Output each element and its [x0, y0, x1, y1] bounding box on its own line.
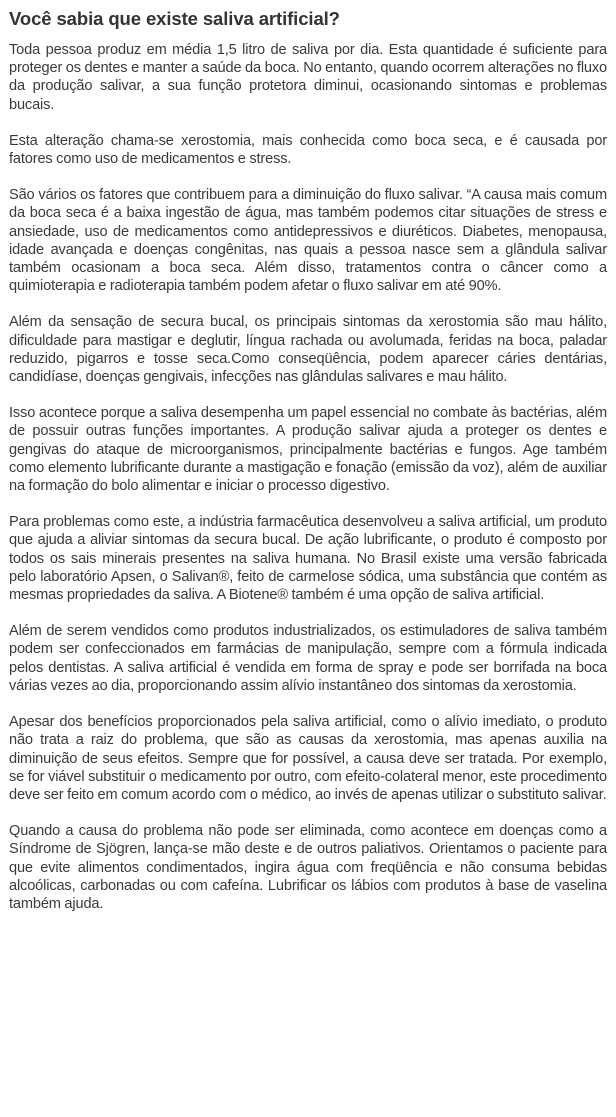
paragraph-palliatives: Quando a causa do problema não pode ser eliminada, como acontece em doenças como a Síndrome de Sjögren, lança-se mão deste e de outros paliativos. Orientamos o paciente para que evite alimentos condimentados, ingira água com freqüência e não consuma bebidas alcoólicas, carbonadas ou com cafeína. Lubrificar os lábios com produtos à base de vaselina também ajuda. [9, 823, 607, 912]
paragraph-stimulators: Além de serem vendidos como produtos industrializados, os estimuladores de saliva também podem ser confeccionados em farmácias de manipulação, sempre com a fórmula indicada pelos dentistas. A saliva artificial é vendida em forma de spray e pode ser borrifada na boca várias vezes ao dia, proporcionando assim alívio instantâneo dos sintomas da xerostomia. [9, 623, 607, 694]
paragraph-artificial-saliva: Para problemas como este, a indústria farmacêutica desenvolveu a saliva artificial, um produto que ajuda a aliviar sintomas da secura bucal. De ação lubrificante, o produto é composto por todos os sais minerais presentes na saliva humana. No Brasil existe uma versão fabricada pelo laboratório Apsen, o Salivan®, feito de carmelose sódica, uma substância que contém as mesmas propriedades da saliva. A Biotene® também é uma opção de saliva artificial. [9, 514, 607, 604]
paragraph-causes: São vários os fatores que contribuem para a diminuição do fluxo salivar. “A causa mais comum da boca seca é a baixa ingestão de água, mas também podemos citar situações de stress e ansiedade, uso de medicamentos como antidepressivos e diuréticos. Diabetes, menopausa, idade avançada e doenças congênitas, nas quais a pessoa nasce sem a glândula salivar também ocasionam a boca seca. Além disso, tratamentos contra o câncer como a quimioterapia e radioterapia também podem afetar o fluxo salivar em até 90%. [9, 187, 607, 295]
article [9, 8, 607, 931]
paragraph-limitations: Apesar dos benefícios proporcionados pela saliva artificial, como o alívio imediato, o produto não trata a raiz do problema, que são as causas da xerostomia, mas apenas auxilia na diminuição de seus efeitos. Sempre que for possível, a causa deve ser tratada. Por exemplo, se for viável substituir o medicamento por outro, com efeito-colateral menor, este procedimento deve ser feito em comum acordo com o médico, ao invés de apenas utilizar o substituto salivar. [9, 714, 607, 803]
paragraph-symptoms: Além da sensação de secura bucal, os principais sintomas da xerostomia são mau hálito, dificuldade para mastigar e deglutir, língua rachada ou avolumada, feridas na boca, paladar reduzido, pigarros e tosse seca.Como conseqüência, podem aparecer cáries dentárias, candidíase, doenças gengivais, infecções nas glândulas salivares e mau hálito. [9, 314, 607, 386]
paragraph-saliva-functions: Isso acontece porque a saliva desempenha um papel essencial no combate às bactérias, além de possuir outras funções importantes. A produção salivar ajuda a proteger os dentes e gengivas do ataque de microorganismos, principalmente bactérias e fungos. Age também como elemento lubrificante durante a mastigação e fonação (emissão da voz), além de auxiliar na formação do bolo alimentar e iniciar o processo digestivo. [9, 405, 607, 495]
paragraph-xerostomia-definition: Esta alteração chama-se xerostomia, mais conhecida como boca seca, e é causada por fatores como uso de medicamentos e stress. [9, 132, 607, 168]
paragraph-daily-saliva: Toda pessoa produz em média 1,5 litro de saliva por dia. Esta quantidade é suficiente para proteger os dentes e manter a saúde da boca. No entanto, quando ocorrem alterações no fluxo da produção salivar, a sua função protetora diminui, ocasionando sintomas e problemas bucais. [9, 42, 607, 113]
article-title: Você sabia que existe saliva artificial? [9, 8, 340, 29]
